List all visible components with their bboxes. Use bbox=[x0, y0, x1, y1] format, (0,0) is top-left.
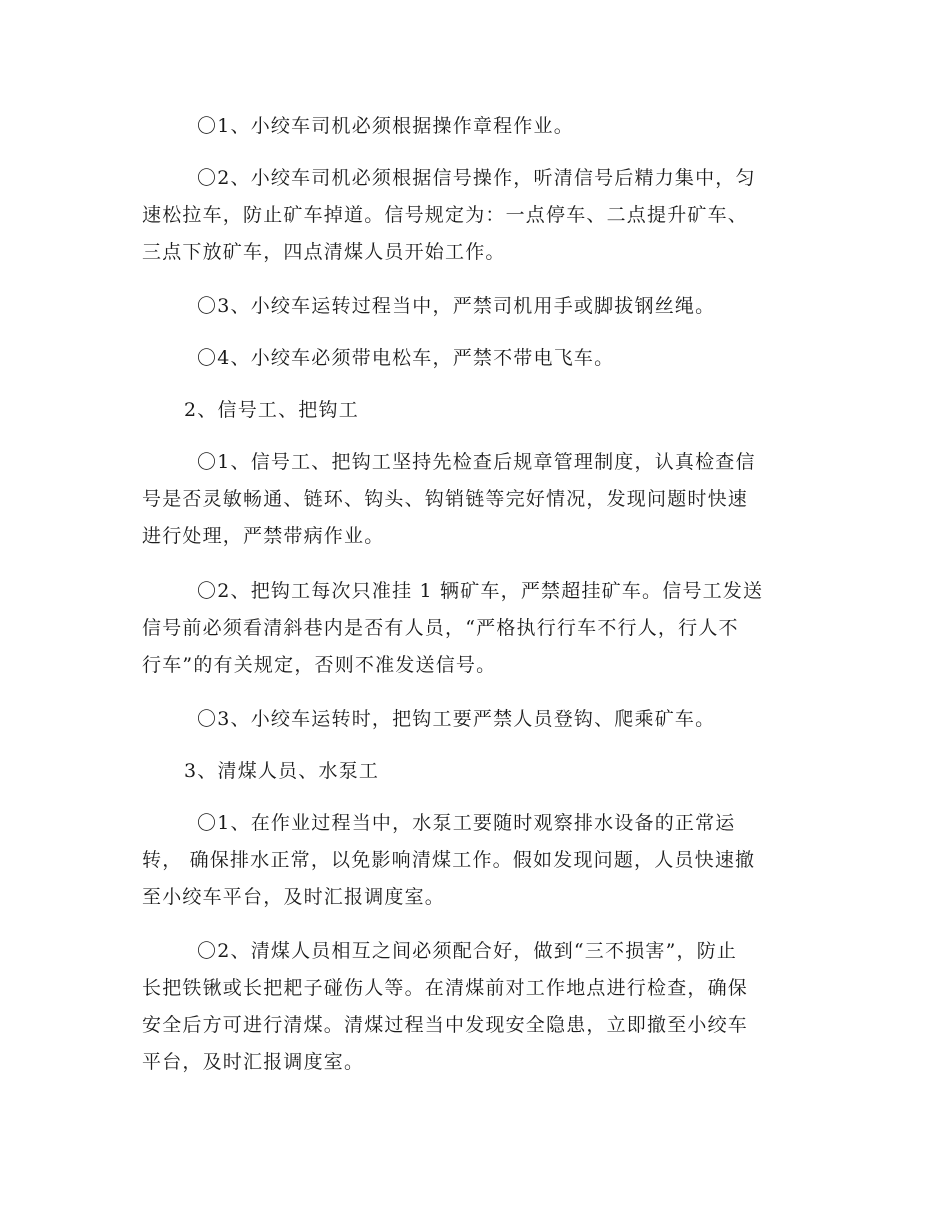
paragraph-coal-2 bbox=[142, 933, 802, 1081]
paragraph-winch-1 bbox=[142, 108, 802, 145]
section-heading-coal-pump bbox=[142, 753, 802, 790]
text-line: 〇4、小绞车必须带电松车，严禁不带电飞车。 bbox=[197, 347, 615, 369]
section-heading: 3、清煤人员、水泵工 bbox=[184, 760, 380, 782]
paragraph-winch-2 bbox=[142, 160, 802, 271]
text-line: 〇1、小绞车司机必须根据操作章程作业。 bbox=[197, 115, 574, 137]
text-line: 〇3、小绞车运转时，把钩工要严禁人员登钩、爬乘矿车。 bbox=[197, 708, 716, 730]
paragraph-winch-4 bbox=[142, 340, 802, 377]
paragraph-winch-3 bbox=[142, 288, 802, 325]
text-line: 〇1、信号工、把钩工坚持先检查后规章管理制度，认真检查信 bbox=[197, 451, 756, 473]
text-line: 〇3、小绞车运转过程当中，严禁司机用手或脚拔钢丝绳。 bbox=[197, 295, 716, 317]
paragraph-signal-1 bbox=[142, 444, 802, 555]
text-line: 号是否灵敏畅通、链环、钩头、钩销链等完好情况，发现问题时快速 bbox=[142, 488, 749, 510]
text-line: 进行处理，严禁带病作业。 bbox=[142, 525, 385, 547]
text-line: 安全后方可进行清煤。清煤过程当中发现安全隐患，立即撤至小绞车 bbox=[142, 1014, 749, 1036]
text-line: 平台，及时汇报调度室。 bbox=[142, 1051, 365, 1073]
text-line: 〇2、把钩工每次只准挂 1 辆矿车，严禁超挂矿车。信号工发送 bbox=[197, 580, 764, 602]
paragraph-signal-3 bbox=[142, 701, 802, 738]
paragraph-coal-1 bbox=[142, 805, 802, 916]
text-line: 〇1、在作业过程当中，水泵工要随时观察排水设备的正常运 bbox=[197, 812, 736, 834]
text-line: 〇2、清煤人员相互之间必须配合好，做到“三不损害”，防止 bbox=[197, 940, 738, 962]
text-line: 转， 确保排水正常，以免影响清煤工作。假如发现问题，人员快速撤 bbox=[142, 849, 756, 871]
text-line: 行车”的有关规定，否则不准发送信号。 bbox=[142, 654, 497, 676]
text-line: 信号前必须看清斜巷内是否有人员，“严格执行行车不行人，行人不 bbox=[142, 617, 739, 639]
paragraph-signal-2 bbox=[142, 573, 802, 684]
section-heading-signal-hook bbox=[142, 392, 802, 429]
text-line: 至小绞车平台，及时汇报调度室。 bbox=[142, 886, 446, 908]
text-line: 速松拉车，防止矿车掉道。信号规定为：一点停车、二点提升矿车、 bbox=[142, 204, 749, 226]
text-line: 三点下放矿车，四点清煤人员开始工作。 bbox=[142, 241, 506, 263]
text-line: 〇2、小绞车司机必须根据信号操作，听清信号后精力集中，匀 bbox=[197, 167, 756, 189]
text-line: 长把铁锹或长把耙子碰伤人等。在清煤前对工作地点进行检查，确保 bbox=[142, 977, 749, 999]
section-heading: 2、信号工、把钩工 bbox=[184, 399, 359, 421]
